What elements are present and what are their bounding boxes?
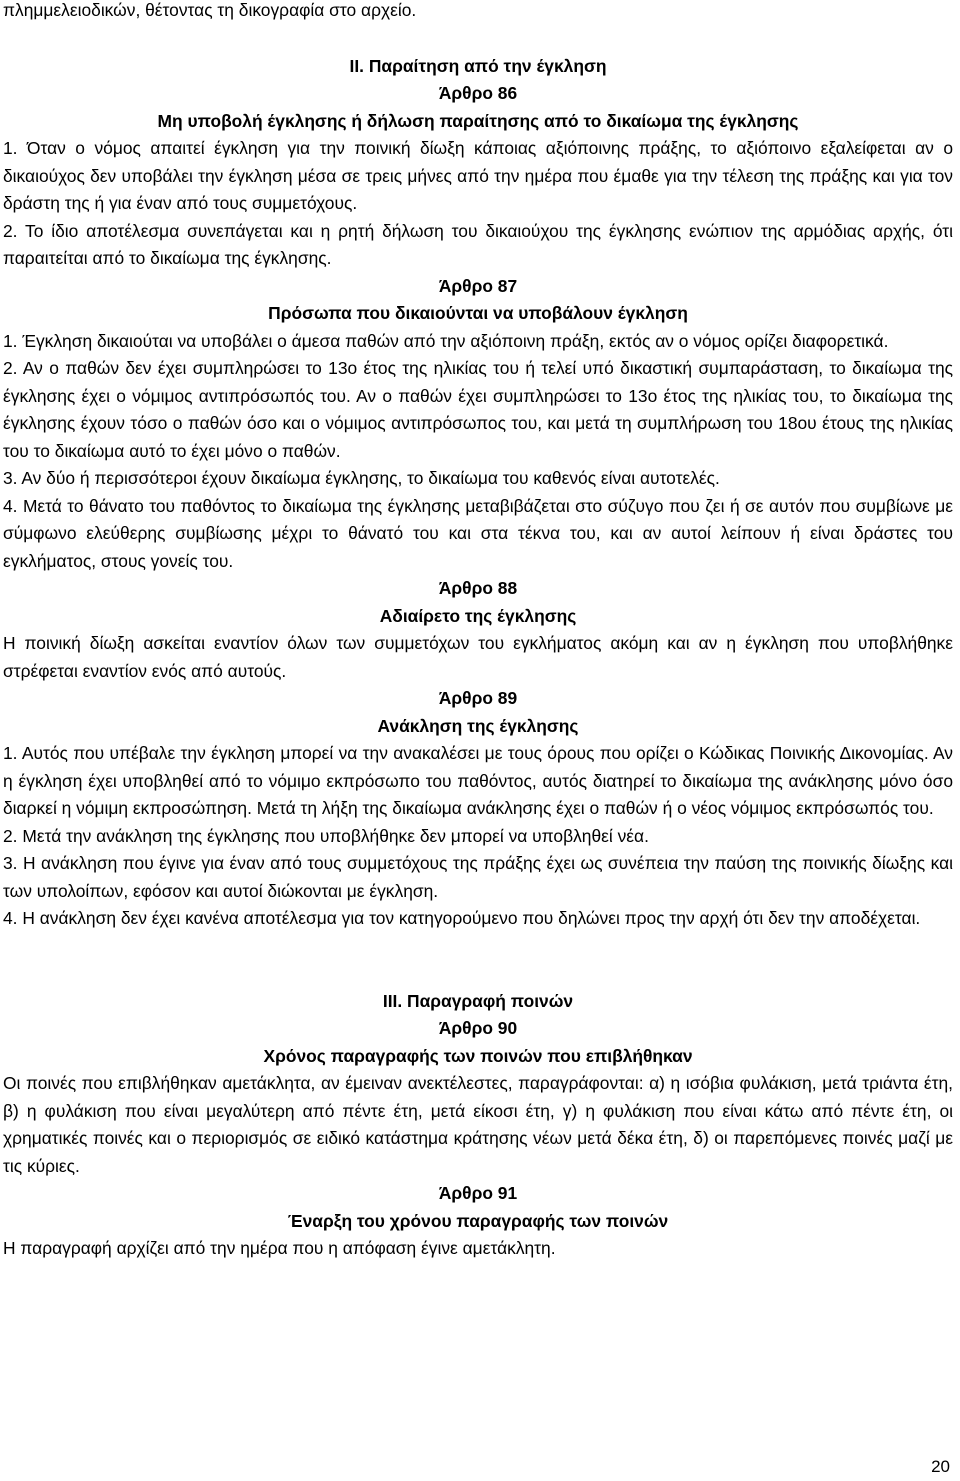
article-89-paragraph-4: 4. Η ανάκληση δεν έχει κανένα αποτέλεσμα για τον κατηγορούμενο που δηλώνει προς την αρχή ότι δεν την αποδέχεται. <box>3 908 921 928</box>
article-90-paragraph-1: Οι ποινές που επιβλήθηκαν αμετάκλητα, αν έμειναν ανεκτέλεστες, παραγράφονται: α) η ισόβια φυλάκιση, μετά τριάντα έτη, β) η φυλάκιση που είναι μεγαλύτερη από πέντε έτη, μετά είκοσι έτη, γ) η φυλάκιση που είναι κάτω από πέντε έτη, οι χρηματικές ποινές και ο περιορισμός σε ειδικό κατάστημα κράτησης νέων μετά δέκα έτη, δ) οι παρεπόμενες ποινές μαζί με τις κύριες. <box>3 1073 953 1176</box>
article-86-paragraph-1: 1. Όταν ο νόμος απαιτεί έγκληση για την ποινική δίωξη κάποιας αξιόποινης πράξης, το αξιόποινο εξαλείφεται αν ο δικαιούχος δεν υποβάλει την έγκληση μέσα σε τρεις μήνες από την ημέρα που έμαθε για την τέλεση της πράξης και για τον δράστη της ή για έναν από τους συμμετόχους. <box>3 138 953 213</box>
section-ii-heading: ΙΙ. Παραίτηση από την έγκληση <box>349 55 607 76</box>
spacer <box>3 25 953 53</box>
article-88-title: Αδιαίρετο της έγκλησης <box>379 605 577 626</box>
article-90-number: Άρθρο 90 <box>438 1018 518 1038</box>
page-number: 20 <box>931 1457 950 1476</box>
article-86-title: Μη υποβολή έγκλησης ή δήλωση παραίτησης από το δικαίωμα της έγκλησης <box>157 110 799 131</box>
article-89-paragraph-2: 2. Μετά την ανάκληση της έγκλησης που υποβλήθηκε δεν μπορεί να υποβληθεί νέα. <box>3 825 649 846</box>
spacer <box>3 933 953 988</box>
section-iii-heading: ΙΙΙ. Παραγραφή ποινών <box>382 990 574 1011</box>
article-91-number: Άρθρο 91 <box>438 1183 518 1203</box>
article-89-number: Άρθρο 89 <box>438 688 518 708</box>
article-88-number: Άρθρο 88 <box>438 578 518 598</box>
article-89-title: Ανάκληση της έγκλησης <box>377 715 579 736</box>
article-87-paragraph-4: 4. Μετά το θάνατο του παθόντος το δικαίωμα της έγκλησης μεταβιβάζεται στο σύζυγο που ζει ή σε αυτόν που συμβίωνε με σύμφωνο ελεύθερης συμβίωσης μέχρι το θάνατό του και στα τέκνα του, και αν αυτοί λείπουν ή είναι δράστες του εγκλήματος, στους γονείς του. <box>3 495 953 571</box>
article-91-title: Έναρξη του χρόνου παραγραφής των ποινών <box>287 1210 669 1231</box>
intro-text: πλημμελειοδικών, θέτοντας τη δικογραφία στο αρχείο. <box>3 0 417 20</box>
article-87-number: Άρθρο 87 <box>438 275 518 296</box>
article-87-paragraph-2: 2. Αν ο παθών δεν έχει συμπληρώσει το 13ο έτος της ηλικίας του ή τελεί υπό δικαστική συμπαράσταση, το δικαίωμα της έγκλησης έχει ο νόμιμος αντιπρόσωπός του. Αν ο παθών έχει συμπληρώσει το 13ο έτος της ηλικίας του, το δικαίωμα της έγκλησης έχουν τόσο ο παθών όσο και ο νόμιμος αντιπρόσωπος του, και μετά τη συμπλήρωση του 18ου έτους της ηλικίας του το δικαίωμα αυτό το έχει μόνο ο παθών. <box>3 358 953 461</box>
article-86-paragraph-2: 2. Το ίδιο αποτέλεσμα συνεπάγεται και η ρητή δήλωση του δικαιούχου της έγκλησης ενώπιον της αρμόδιας αρχής, ότι παραιτείται από το δικαίωμα της έγκλησης. <box>3 220 953 268</box>
article-87-title: Πρόσωπα που δικαιούνται να υποβάλουν έγκληση <box>268 303 688 323</box>
article-91-paragraph-1: Η παραγραφή αρχίζει από την ημέρα που η απόφαση έγινε αμετάκλητη. <box>3 1238 556 1258</box>
article-87-paragraph-1: 1. Έγκληση δικαιούται να υποβάλει ο άμεσα παθών από την αξιόποινη πράξη, εκτός αν ο νόμος ορίζει διαφορετικά. <box>3 330 889 351</box>
article-89-paragraph-1: 1. Αυτός που υπέβαλε την έγκληση μπορεί να την ανακαλέσει με τους όρους που ορίζει ο Κώδικας Ποινικής Δικονομίας. Αν η έγκληση έχει υποβληθεί από το νόμιμο εκπρόσωπο του παθόντος, αυτός διατηρεί το δικαίωμα της ανάκλησης μόνο όσο διαρκεί η νόμιμη εκπροσώπηση. Μετά τη λήξη της δικαίωμα ανάκλησης έχει ο παθών ή ο νέος νόμιμος εκπρόσωπός του. <box>3 743 953 818</box>
article-89-paragraph-3: 3. Η ανάκληση που έγινε για έναν από τους συμμετόχους της πράξης έχει ως συνέπεια την παύση της ποινικής δίωξης και των υπολοίπων, εφόσον και αυτοί διώκονται με έγκληση. <box>3 853 953 901</box>
article-87-paragraph-3: 3. Αν δύο ή περισσότεροι έχουν δικαίωμα έγκλησης, το δικαίωμα του καθενός είναι αυτοτελές. <box>3 468 720 488</box>
article-90-title: Χρόνος παραγραφής των ποινών που επιβλήθηκαν <box>263 1045 693 1066</box>
article-86-number: Άρθρο 86 <box>438 83 518 103</box>
article-88-paragraph-1: Η ποινική δίωξη ασκείται εναντίον όλων των συμμετόχων του εγκλήματος ακόμη και αν η έγκληση που υποβλήθηκε στρέφεται εναντίον ενός από αυτούς. <box>3 633 953 681</box>
